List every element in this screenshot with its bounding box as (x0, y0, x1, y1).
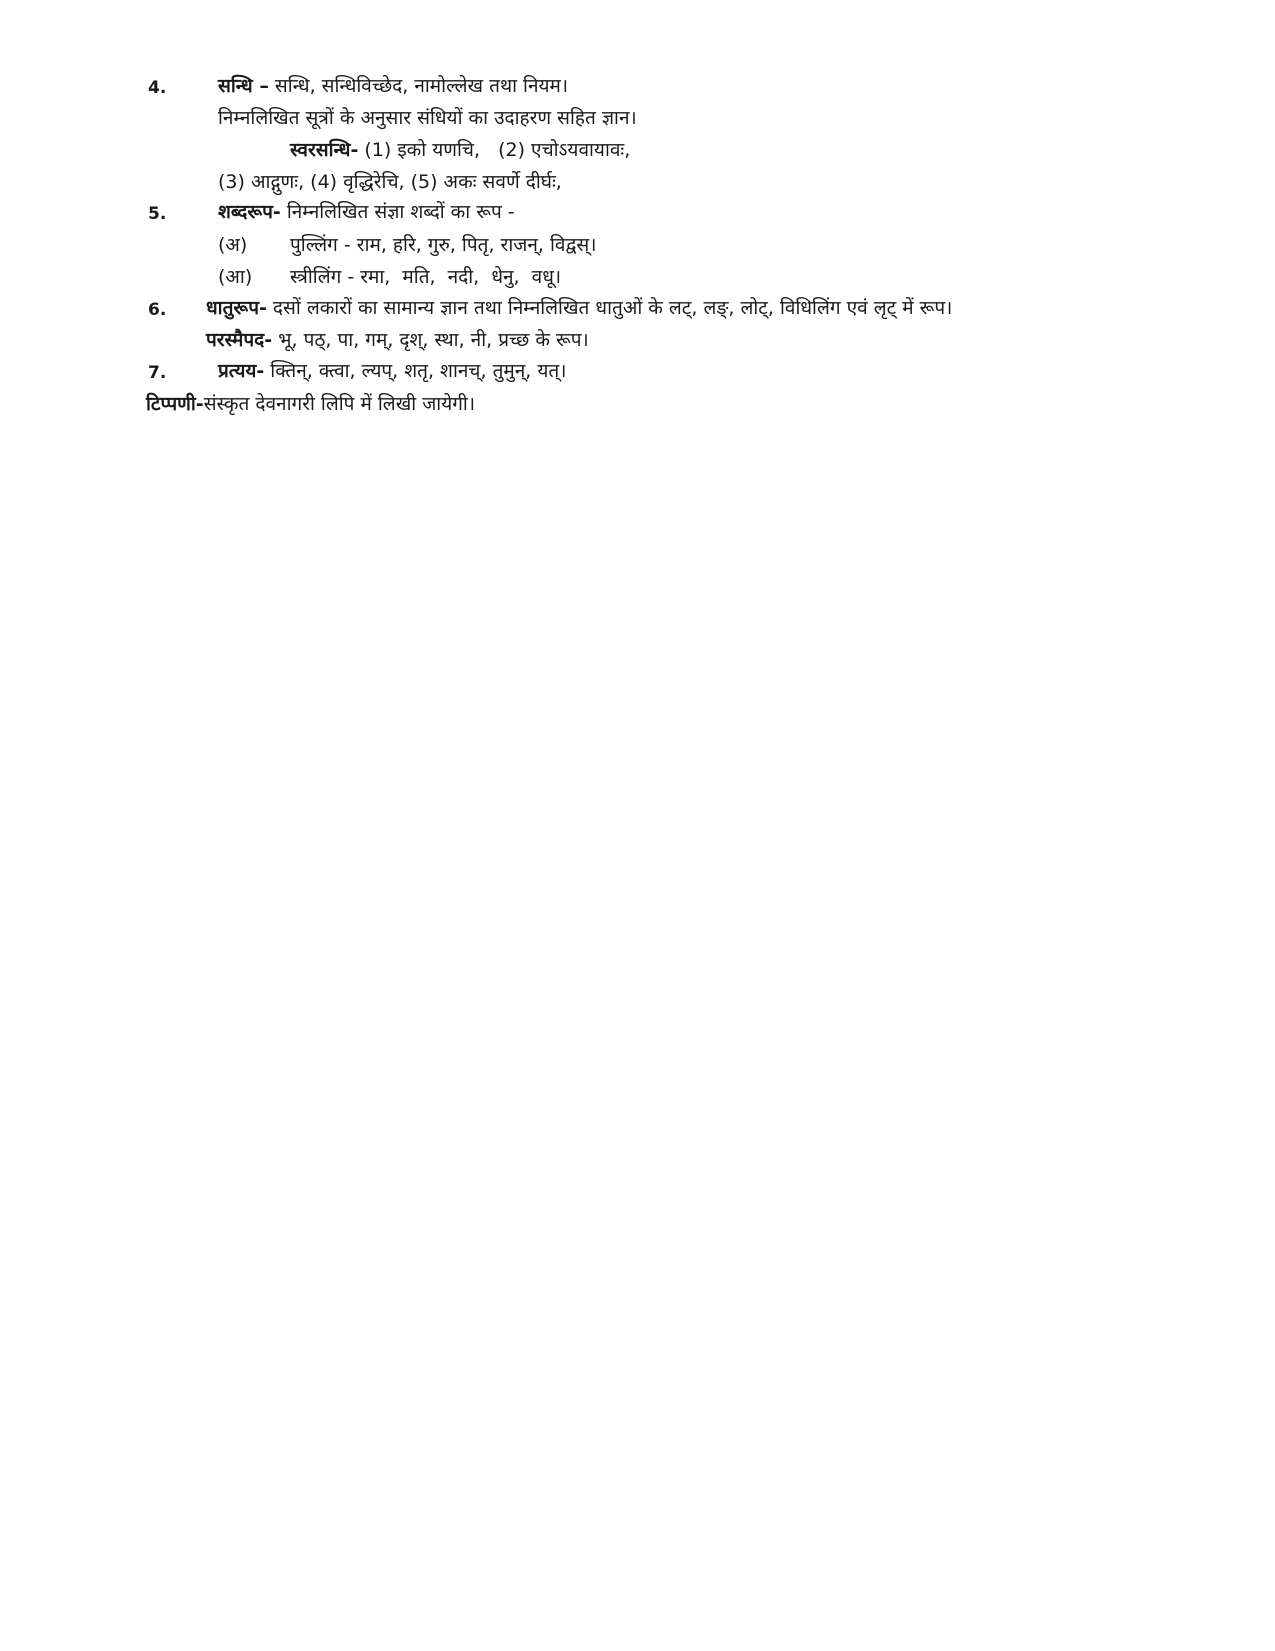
list-item-marker: (अ) (218, 234, 248, 256)
list-item-marker: (आ) (218, 266, 253, 288)
list-item-text: स्त्रीलिंग - रमा, मति, नदी, धेनु, वधू। (290, 266, 562, 288)
parasmaipada-heading: परस्मैपद- (206, 329, 273, 351)
section-4-line-3 (290, 137, 630, 163)
section-5-number: 5. (148, 204, 167, 224)
section-4-number: 4. (148, 78, 167, 98)
section-6-heading: धातुरूप- (206, 297, 267, 319)
section-6-text: दसों लकारों का सामान्य ज्ञान तथा निम्नलिखित धातुओं के लट्, लङ्, लोट्, विधिलिंग एवं लृट् में रूप। (266, 297, 953, 319)
note-heading: टिप्पणी- (146, 393, 204, 415)
section-5-heading: शब्दरूप- (218, 201, 281, 223)
section-7-line-1 (218, 358, 566, 384)
section-4-heading: सन्धि – (218, 75, 269, 97)
section-7-text: क्तिन्, क्त्वा, ल्यप्, शतृ, शानच्, तुमुन्, यत्। (264, 360, 567, 382)
section-6-number: 6. (148, 300, 167, 320)
parasmaipada-text: भू, पठ्, पा, गम्, दृश्, स्था, नी, प्रच्छ के रूप। (272, 329, 589, 351)
section-4-line-2: निम्नलिखित सूत्रों के अनुसार संधियों का उदाहरण सहित ज्ञान। (218, 107, 637, 129)
swarsandhi-text: (1) इको यणचि, (2) एचोऽयवायावः, (358, 139, 631, 161)
section-7-number: 7. (148, 363, 167, 383)
section-5-text: निम्नलिखित संज्ञा शब्दों का रूप - (280, 201, 515, 223)
section-5-line-1 (218, 199, 515, 225)
section-4-text: सन्धि, सन्धिविच्छेद, नामोल्लेख तथा नियम। (268, 75, 569, 97)
list-item-text: पुल्लिंग - राम, हरि, गुरु, पितृ, राजन्, विद्वस्। (290, 234, 597, 256)
section-4-line-1 (218, 73, 568, 99)
note-text: संस्कृत देवनागरी लिपि में लिखी जायेगी। (203, 393, 476, 415)
note-line (146, 391, 475, 417)
section-6-line-2 (206, 327, 589, 353)
section-4-line-4: (3) आद्गुणः, (4) वृद्धिरेचि, (5) अकः सवर्णे दीर्घः, (218, 171, 562, 193)
section-7-heading: प्रत्यय- (218, 360, 265, 382)
section-6-line-1 (206, 295, 952, 321)
swarsandhi-heading: स्वरसन्धि- (290, 139, 359, 161)
